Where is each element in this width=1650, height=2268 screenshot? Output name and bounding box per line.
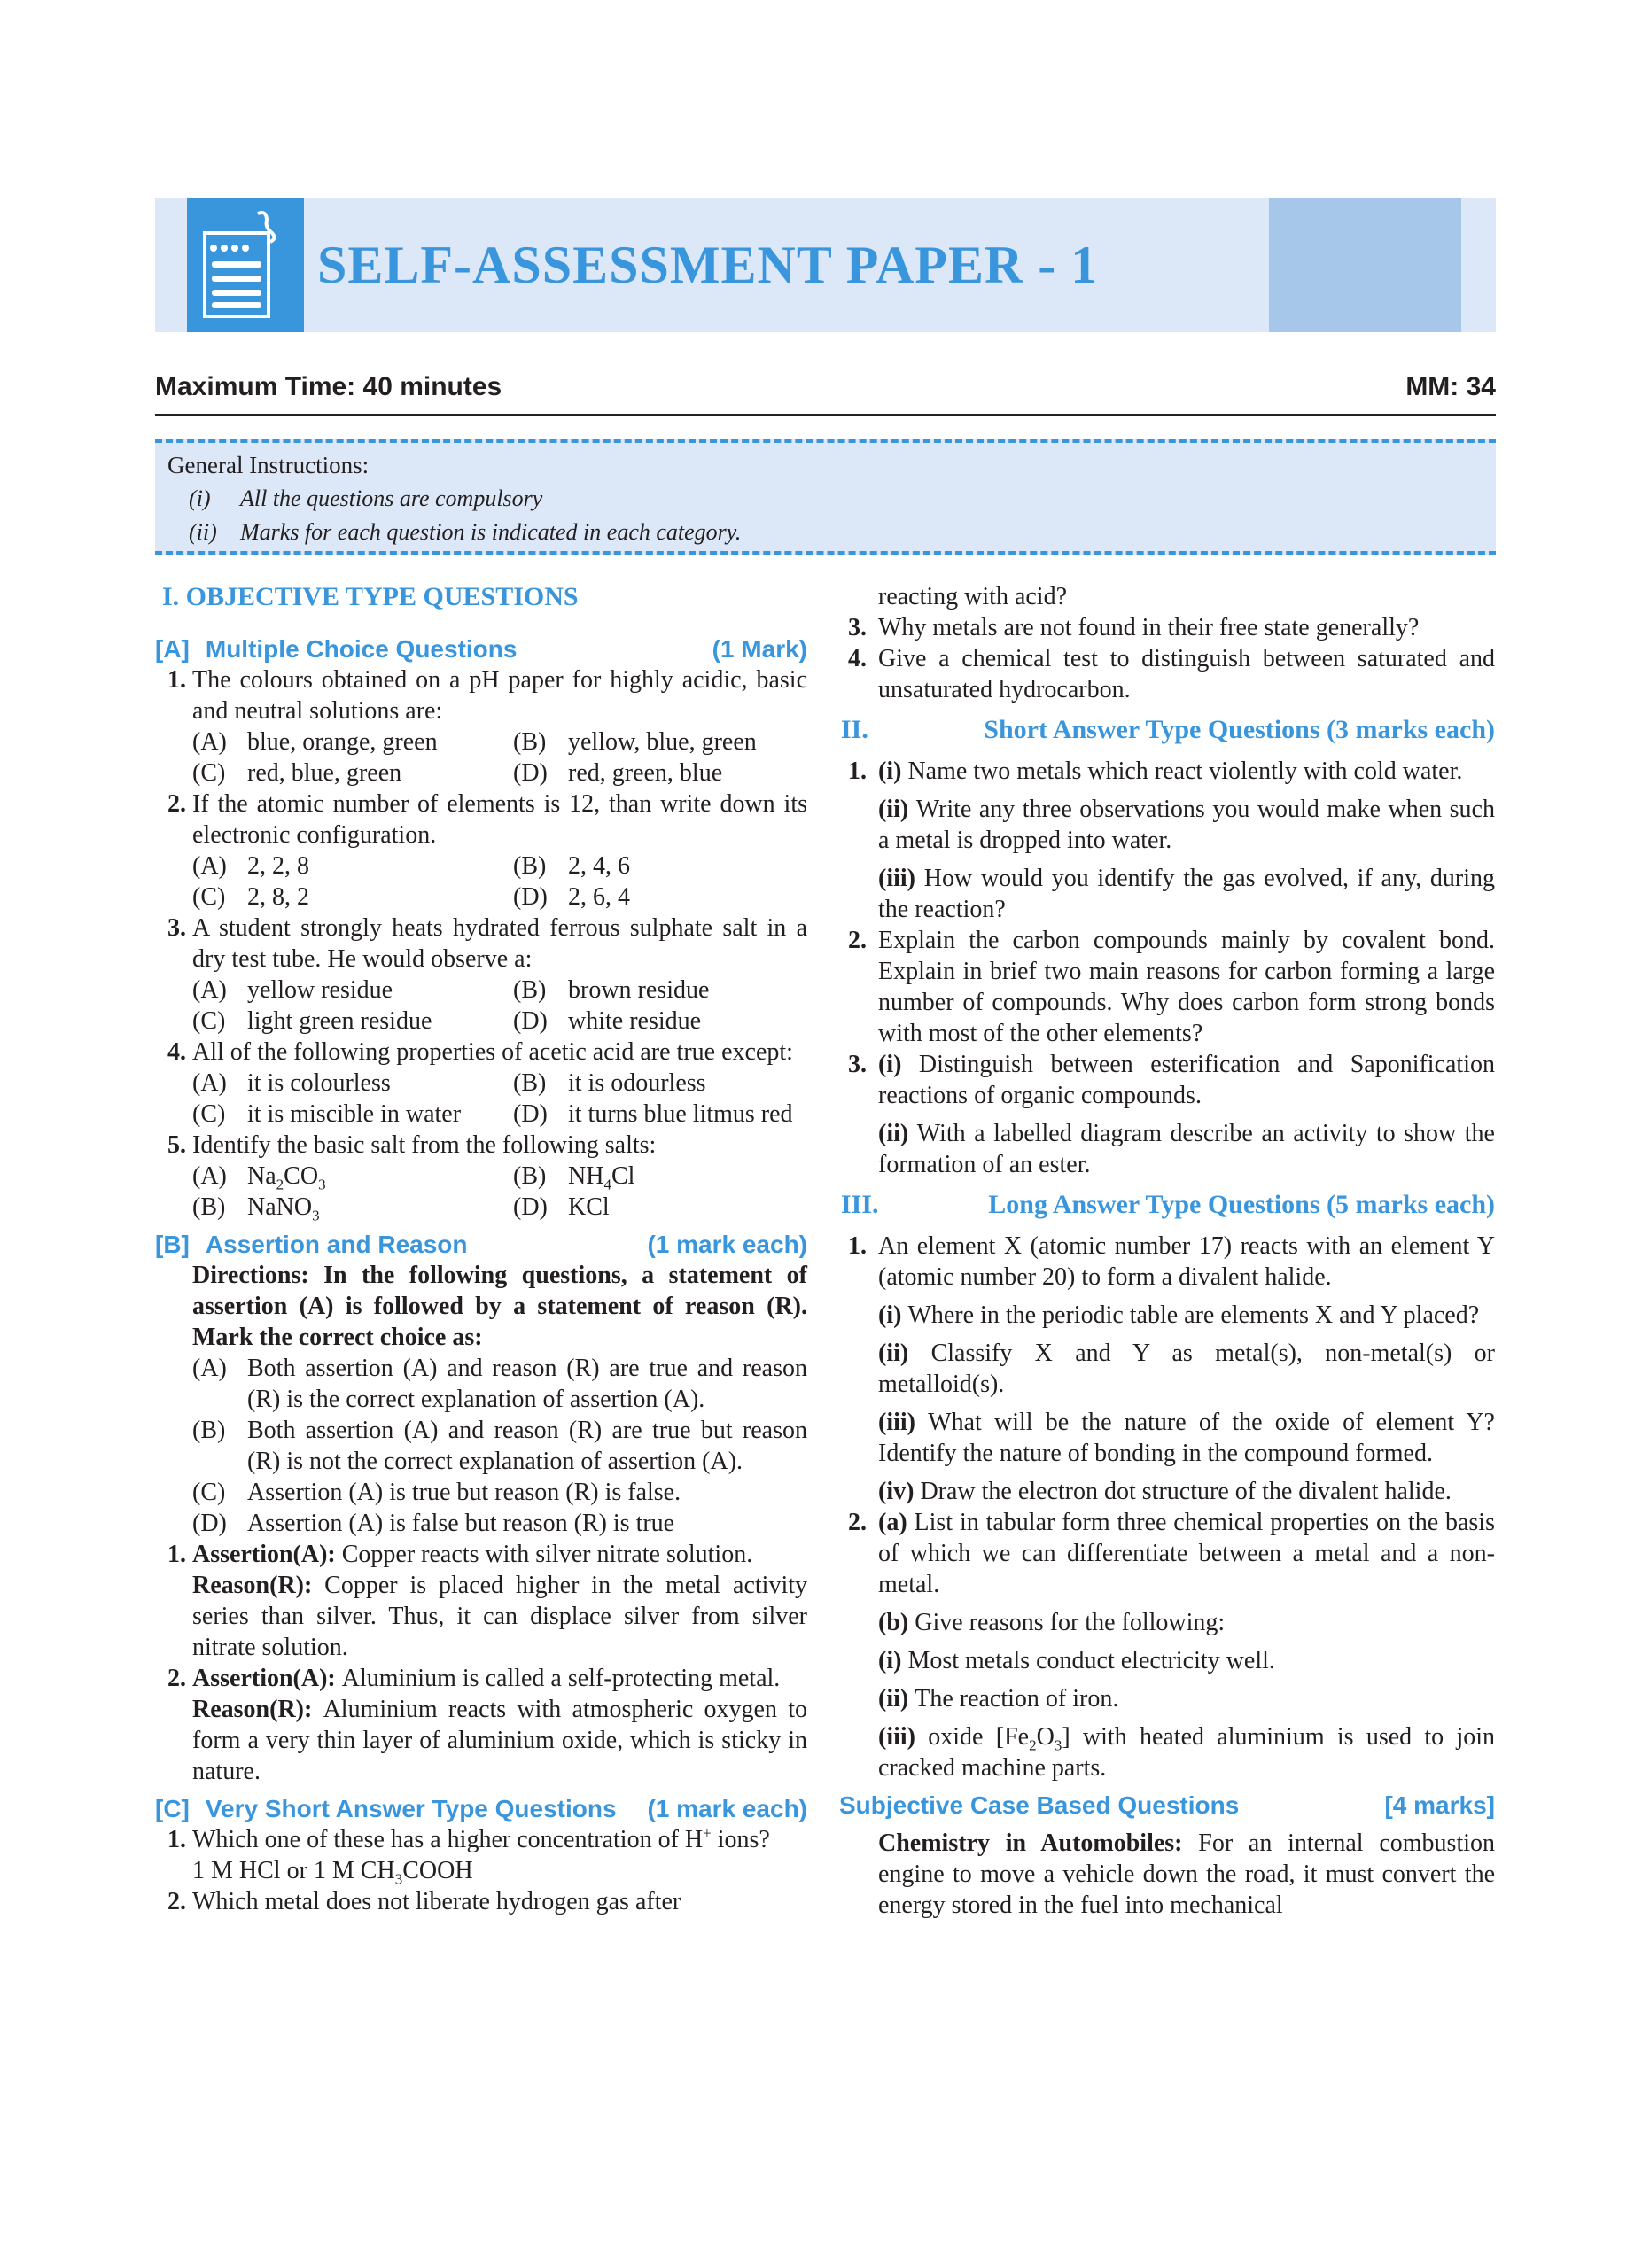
text-run: it is miscible in water — [247, 1100, 462, 1128]
paragraph — [839, 1118, 1495, 1180]
question — [155, 1663, 807, 1694]
subsection-marks: (1 mark each) — [647, 1795, 807, 1822]
option-key: (A) — [192, 976, 227, 1004]
option-key: (D) — [192, 1510, 227, 1537]
text-run: With a labelled diagram describe an activity to show the formation of an ester. — [878, 1120, 1495, 1178]
options-grid — [192, 1068, 807, 1130]
option-key: (A) — [192, 1162, 227, 1190]
option-text — [247, 1477, 681, 1508]
option-text — [568, 882, 630, 913]
question-text — [878, 1507, 1495, 1600]
text-run: Write any three observations you would make when such a metal is dropped into water. — [878, 796, 1495, 854]
option — [513, 1161, 807, 1192]
text-run: 2, 6, 4 — [568, 883, 630, 911]
subsection-heading — [155, 633, 807, 664]
bold-label: Assertion(A): — [192, 1541, 342, 1568]
text-run: Distinguish between esterification and Saponification reactions of organic compounds. — [878, 1051, 1495, 1109]
text-run: 1 M HCl or 1 M CH — [192, 1857, 395, 1884]
question — [155, 1824, 807, 1855]
option — [513, 882, 807, 913]
left-column — [155, 581, 807, 1917]
question-number: 1. — [167, 1541, 186, 1568]
option-text — [247, 1068, 391, 1099]
option-key: (B) — [513, 852, 547, 880]
option-key: (C) — [192, 1100, 226, 1128]
question-text — [878, 643, 1495, 705]
question-text — [192, 664, 807, 726]
question-text — [878, 612, 1495, 643]
options-list — [155, 1353, 807, 1539]
option-key: (D) — [513, 1193, 548, 1221]
subsection-marks: (1 Mark) — [712, 635, 807, 663]
option-key: (D) — [513, 883, 548, 911]
section-heading — [839, 1189, 1495, 1220]
item-key: (ii) — [189, 519, 217, 545]
subscript: 2 — [276, 1176, 284, 1193]
option-text — [247, 975, 393, 1006]
subsection-heading — [155, 1793, 807, 1824]
question — [839, 1507, 1495, 1600]
text-run: Name two metals which react violently with cold water. — [907, 757, 1463, 785]
bold-label: (iii) — [878, 1409, 929, 1436]
bold-label: Reason(R): — [192, 1572, 325, 1599]
paragraph — [839, 1721, 1495, 1783]
notepad-icon — [187, 198, 304, 332]
text-run: ions? — [711, 1826, 770, 1853]
option — [192, 975, 513, 1006]
paragraph — [839, 1476, 1495, 1507]
subsection-label: [B] — [155, 1231, 190, 1258]
option-key: (B) — [192, 1193, 226, 1221]
option-text — [247, 1161, 326, 1192]
option-key: (A) — [192, 1355, 227, 1382]
bold-label: (ii) — [878, 1120, 917, 1147]
text-run: List in tabular form three chemical properties on the basis of which we can differentiate between a metal and a non-metal. — [878, 1509, 1495, 1598]
question — [155, 664, 807, 788]
subscript: 4 — [603, 1176, 611, 1193]
bold-label: (i) — [878, 1301, 908, 1329]
option — [192, 882, 513, 913]
option-key: (D) — [513, 1007, 548, 1035]
text-run: Na — [247, 1162, 276, 1190]
text-run: it is colourless — [247, 1069, 391, 1097]
text-run: An element X (atomic number 17) reacts with an element Y (atomic number 20) to form a divalent halide. — [878, 1232, 1495, 1291]
option — [192, 850, 513, 882]
option — [513, 1192, 807, 1223]
question-text — [192, 1824, 807, 1855]
option — [513, 1068, 807, 1099]
decorative-block — [1269, 198, 1461, 332]
directions — [155, 1260, 807, 1353]
text-run: ] with heated aluminium is used to join cracked machine parts. — [878, 1723, 1496, 1782]
option-text — [568, 850, 630, 882]
question-text — [192, 1663, 807, 1694]
question — [839, 612, 1495, 643]
option — [513, 850, 807, 882]
question — [155, 1037, 807, 1130]
option-text — [568, 975, 709, 1006]
bold-label: (iii) — [878, 865, 924, 892]
option — [192, 757, 513, 788]
option-text — [568, 1068, 706, 1099]
option-key: (B) — [513, 976, 547, 1004]
subsection-label: [C] — [155, 1795, 190, 1822]
text-run: All of the following properties of acetic acid are true except: — [192, 1038, 793, 1066]
paragraph — [155, 1855, 807, 1886]
question — [155, 788, 807, 913]
text-run: blue, orange, green — [247, 728, 438, 756]
text-run: it turns blue litmus red — [568, 1100, 793, 1128]
subscript: 2 — [1029, 1736, 1037, 1754]
subscript: 3 — [394, 1870, 403, 1888]
bold-label: Chemistry in Automobiles: — [878, 1829, 1199, 1857]
text-run: yellow, blue, green — [568, 728, 757, 756]
question — [155, 1130, 807, 1223]
options-grid — [192, 850, 807, 913]
option-key: (C) — [192, 1007, 226, 1035]
item-key: (i) — [189, 485, 211, 511]
text-run: it is odourless — [568, 1069, 706, 1097]
text-run: CO — [284, 1162, 319, 1190]
text-run: Copper reacts with silver nitrate solution. — [341, 1541, 753, 1568]
option — [513, 1006, 807, 1037]
text-run: Aluminium reacts with atmospheric oxygen to form a very thin layer of aluminium oxide, which is sticky in nature. — [192, 1696, 808, 1785]
bold-label: (iv) — [878, 1478, 921, 1505]
text-run: Most metals conduct electricity well. — [907, 1647, 1275, 1674]
option-text — [247, 1192, 320, 1223]
text-run: NaNO — [247, 1193, 313, 1221]
question-text — [192, 1037, 807, 1068]
text-run: 2, 2, 8 — [247, 852, 309, 880]
subsection-title — [155, 1229, 468, 1260]
option-text — [247, 726, 438, 757]
bold-label: (ii) — [878, 1685, 915, 1713]
option-key: (A) — [192, 1069, 227, 1097]
option-key: (C) — [192, 759, 226, 787]
text-run: reacting with acid? — [878, 583, 1068, 610]
question-text — [192, 1886, 807, 1917]
option-text — [568, 726, 757, 757]
section-title: Long Answer Type Questions (5 marks each) — [988, 1190, 1495, 1219]
option-text — [568, 1006, 701, 1037]
instructions-heading: General Instructions: — [167, 452, 370, 478]
option — [192, 1353, 807, 1415]
instruction-item — [189, 485, 542, 512]
question-number: 4. — [167, 1038, 186, 1066]
text-run: red, green, blue — [568, 759, 723, 787]
question-text — [192, 788, 807, 850]
question-text — [878, 925, 1495, 1049]
subsection-title — [839, 1790, 1239, 1821]
subsection-name: Subjective Case Based Questions — [839, 1791, 1240, 1819]
question-text — [878, 1231, 1495, 1293]
text-run: brown residue — [568, 976, 710, 1004]
subsection-title — [155, 1793, 617, 1824]
option — [192, 1508, 807, 1539]
text-run: A student strongly heats hydrated ferrous sulphate salt in a dry test tube. He would observe a: — [192, 914, 807, 973]
question-number: 1. — [167, 666, 186, 694]
paragraph — [839, 1683, 1495, 1714]
text-run: The colours obtained on a pH paper for highly acidic, basic and neutral solutions are: — [192, 666, 807, 725]
option-key: (A) — [192, 852, 227, 880]
option — [192, 726, 513, 757]
subscript: 3 — [312, 1207, 320, 1224]
option-key: (D) — [513, 1100, 548, 1128]
subsection-marks: [4 marks] — [1384, 1791, 1495, 1819]
bold-label: (a) — [878, 1509, 915, 1536]
question-number: 2. — [848, 1509, 867, 1536]
text-run: light green residue — [247, 1007, 432, 1035]
text-run: 2, 8, 2 — [247, 883, 309, 911]
paragraph — [839, 794, 1495, 856]
option-text — [247, 1508, 674, 1539]
text-run: Assertion (A) is true but reason (R) is false. — [247, 1479, 681, 1506]
options-grid — [192, 1161, 807, 1223]
question-text — [192, 913, 807, 975]
question — [155, 1539, 807, 1570]
option-text — [247, 1099, 461, 1130]
bold-label: (ii) — [878, 1340, 931, 1367]
paragraph — [839, 1300, 1495, 1331]
option — [513, 726, 807, 757]
bold-label: Assertion(A): — [192, 1665, 342, 1692]
text-run: Give a chemical test to distinguish between saturated and unsaturated hydrocarbon. — [878, 645, 1495, 703]
option — [192, 1415, 807, 1477]
option-text — [247, 1415, 807, 1477]
option — [192, 1099, 513, 1130]
option-text — [247, 1006, 432, 1037]
question-text — [878, 756, 1495, 787]
option — [192, 1006, 513, 1037]
text-run: red, blue, green — [247, 759, 402, 787]
option-text — [568, 757, 722, 788]
item-text: Marks for each question is indicated in each category. — [240, 519, 742, 545]
max-marks: MM: 34 — [1405, 372, 1496, 401]
options-grid — [192, 975, 807, 1037]
question — [839, 1231, 1495, 1293]
text-run: Draw the electron dot structure of the divalent halide. — [920, 1478, 1452, 1505]
question-number: 5. — [167, 1131, 186, 1159]
question-number: 2. — [167, 1665, 186, 1692]
subsection-label: [A] — [155, 635, 190, 663]
text-run: What will be the nature of the oxide of element Y? Identify the nature of bonding in the compound formed. — [878, 1409, 1495, 1467]
option — [192, 1192, 513, 1223]
text-run: Both assertion (A) and reason (R) are true but reason (R) is not the correct explanation of assertion (A). — [247, 1417, 807, 1475]
question-number: 2. — [848, 927, 867, 954]
option — [513, 1099, 807, 1130]
paragraph — [839, 1828, 1495, 1921]
option-key: (B) — [513, 728, 547, 756]
paragraph — [839, 1607, 1495, 1638]
text-run: Copper is placed higher in the metal activity series than silver. Thus, it can displace silver from silver nitrate solution. — [192, 1572, 807, 1661]
option — [192, 1161, 513, 1192]
section-heading: I. OBJECTIVE TYPE QUESTIONS — [162, 582, 579, 611]
max-time: Maximum Time: 40 minutes — [155, 372, 502, 401]
question — [839, 925, 1495, 1049]
superscript: + — [703, 1824, 712, 1842]
text-run: Aluminium is called a self-protecting metal. — [341, 1665, 781, 1692]
text-run: O — [1036, 1723, 1055, 1751]
option-key: (C) — [192, 1479, 226, 1506]
text-run: Identify the basic salt from the following salts: — [192, 1131, 657, 1159]
option-key: (B) — [513, 1162, 547, 1190]
text-run: Which one of these has a higher concentration of H — [192, 1826, 704, 1853]
text-run: Cl — [611, 1162, 635, 1190]
title-banner — [155, 198, 1496, 332]
question-number: 3. — [167, 914, 186, 942]
text-run: Directions: In the following questions, a statement of assertion (A) is followed by a statement of reason (R). Mark the correct choice as: — [192, 1262, 807, 1351]
question-text — [878, 1049, 1495, 1111]
section-heading — [839, 714, 1495, 745]
subsection-heading — [155, 1229, 807, 1260]
paragraph — [839, 1338, 1495, 1400]
option — [192, 1477, 807, 1508]
text-run: NH — [568, 1162, 604, 1190]
subsection-heading — [839, 1790, 1495, 1821]
text-run: The reaction of iron. — [915, 1685, 1119, 1713]
question-text — [192, 1539, 807, 1570]
options-grid — [192, 726, 807, 788]
text-run: Explain the carbon compounds mainly by covalent bond. Explain in brief two main reasons for carbon forming a large number of compounds. Why does carbon form strong bonds with most of the other elements? — [878, 927, 1495, 1047]
bold-label: (i) — [878, 1051, 919, 1078]
subscript: 3 — [318, 1176, 326, 1193]
page-title: SELF-ASSESSMENT PAPER - 1 — [317, 236, 1099, 294]
bold-label: Reason(R): — [192, 1696, 323, 1723]
question-number: 1. — [848, 1232, 867, 1260]
paragraph — [839, 863, 1495, 925]
option-key: (D) — [513, 759, 548, 787]
option-text — [568, 1099, 793, 1130]
bold-label: (i) — [878, 757, 908, 785]
bold-label: (iii) — [878, 1723, 929, 1751]
subscript: 3 — [1054, 1736, 1062, 1754]
question-text — [192, 1130, 807, 1161]
text-run: COOH — [402, 1857, 473, 1884]
section-number: III. — [841, 1190, 879, 1219]
general-instructions — [155, 439, 1496, 555]
subsection-name: Multiple Choice Questions — [205, 635, 518, 663]
question-number: 4. — [848, 645, 867, 672]
text-run: If the atomic number of elements is 12, than write down its electronic configuration. — [192, 790, 807, 849]
question — [839, 1049, 1495, 1111]
option — [513, 975, 807, 1006]
question — [155, 913, 807, 1037]
question — [839, 756, 1495, 787]
text-run: For an internal combustion engine to move a vehicle down the road, it must convert the energy stored in the fuel into mechanical — [878, 1829, 1495, 1919]
text-run: 2, 4, 6 — [568, 852, 630, 880]
option-key: (B) — [513, 1069, 547, 1097]
option-text — [568, 1161, 634, 1192]
bold-label: (ii) — [878, 796, 916, 823]
text-run: Where in the periodic table are elements X and Y placed? — [907, 1301, 1480, 1329]
option-text — [247, 1353, 807, 1415]
option-key: (B) — [192, 1417, 226, 1444]
text-run: oxide [Fe — [928, 1723, 1030, 1751]
paragraph — [839, 1407, 1495, 1469]
paragraph — [839, 581, 1495, 612]
question-number: 1. — [848, 757, 867, 785]
text-run: KCl — [568, 1193, 610, 1221]
option-key: (C) — [192, 883, 226, 911]
option — [192, 1068, 513, 1099]
option-text — [247, 882, 309, 913]
text-run: How would you identify the gas evolved, if any, during the reaction? — [878, 865, 1495, 923]
paragraph — [839, 1645, 1495, 1676]
paragraph — [155, 1694, 807, 1787]
subsection-name: Very Short Answer Type Questions — [205, 1795, 617, 1822]
option-key: (A) — [192, 728, 227, 756]
option-text — [247, 850, 309, 882]
question — [155, 1886, 807, 1917]
text-run: white residue — [568, 1007, 702, 1035]
subsection-name: Assertion and Reason — [205, 1231, 468, 1258]
subsection-title — [155, 633, 517, 664]
question-number: 3. — [848, 614, 867, 641]
subsection-marks: (1 mark each) — [647, 1231, 807, 1258]
option-text — [247, 757, 401, 788]
question — [839, 643, 1495, 705]
text-run: Classify X and Y as metal(s), non-metal(s) or metalloid(s). — [878, 1340, 1495, 1398]
right-column — [839, 581, 1495, 1921]
option-text — [568, 1192, 610, 1223]
text-run: Which metal does not liberate hydrogen gas after — [192, 1888, 681, 1915]
instruction-item — [189, 519, 741, 546]
section-number: II. — [841, 715, 868, 744]
item-text: All the questions are compulsory — [240, 485, 543, 511]
divider — [155, 414, 1496, 416]
option — [513, 757, 807, 788]
question-number: 1. — [167, 1826, 186, 1853]
question-number: 3. — [848, 1051, 867, 1078]
text-run: Both assertion (A) and reason (R) are true and reason (R) is the correct explanation of assertion (A). — [247, 1355, 807, 1413]
section-title: Short Answer Type Questions (3 marks each) — [984, 715, 1495, 744]
question-number: 2. — [167, 1888, 186, 1915]
text-run: Why metals are not found in their free state generally? — [878, 614, 1420, 641]
bold-label: (i) — [878, 1647, 908, 1674]
text-run: Assertion (A) is false but reason (R) is true — [247, 1510, 675, 1537]
question-number: 2. — [167, 790, 186, 818]
text-run: Give reasons for the following: — [915, 1609, 1226, 1636]
exam-meta — [155, 372, 1496, 402]
text-run: yellow residue — [247, 976, 393, 1004]
paragraph — [155, 1570, 807, 1663]
bold-label: (b) — [878, 1609, 915, 1636]
